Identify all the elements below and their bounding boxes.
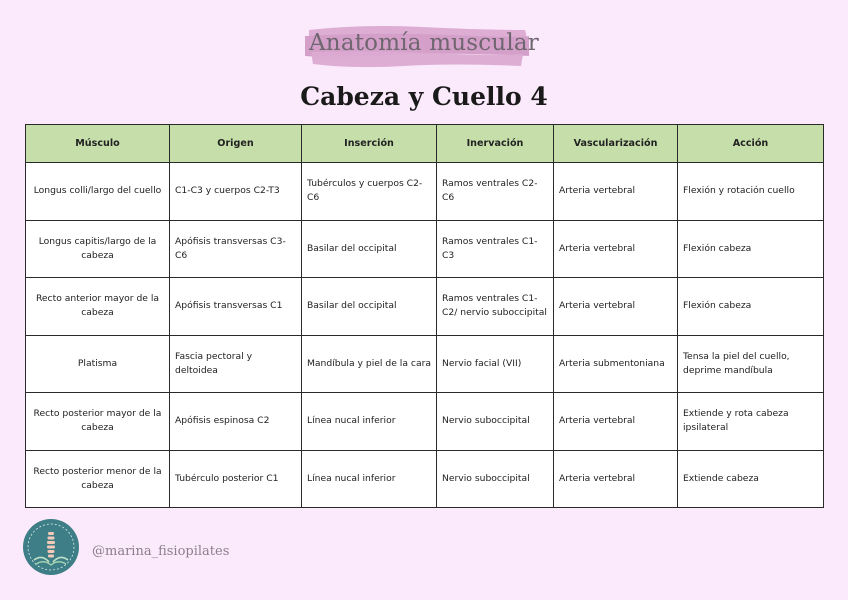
table-row <box>26 450 824 508</box>
table-row <box>26 335 824 393</box>
cell-accion: Flexión cabeza <box>678 278 824 336</box>
cell-insercion: Línea nucal inferior <box>302 393 437 451</box>
cell-musculo: Recto posterior menor de la cabeza <box>26 450 170 508</box>
cell-origen: Apófisis transversas C1 <box>170 278 302 336</box>
cell-musculo: Recto posterior mayor de la cabeza <box>26 393 170 451</box>
table-row <box>26 220 824 278</box>
cell-accion: Extiende cabeza <box>678 450 824 508</box>
cell-musculo: Longus colli/largo del cuello <box>26 163 170 221</box>
cell-vascularizacion: Arteria vertebral <box>554 393 678 451</box>
table-row <box>26 393 824 451</box>
cell-inervacion: Nervio suboccipital <box>437 393 554 451</box>
page-subtitle: Anatomía muscular <box>309 30 539 56</box>
table-row <box>26 278 824 336</box>
column-header-origen: Origen <box>170 125 302 163</box>
subtitle-area <box>0 22 848 78</box>
muscle-table <box>25 124 824 508</box>
cell-accion: Flexión y rotación cuello <box>678 163 824 221</box>
cell-vascularizacion: Arteria submentoniana <box>554 335 678 393</box>
cell-origen: C1-C3 y cuerpos C2-T3 <box>170 163 302 221</box>
cell-accion: Tensa la piel del cuello, deprime mandíbula <box>678 335 824 393</box>
cell-musculo: Longus capitis/largo de la cabeza <box>26 220 170 278</box>
cell-vascularizacion: Arteria vertebral <box>554 450 678 508</box>
spine-logo-icon <box>22 518 80 576</box>
cell-vascularizacion: Arteria vertebral <box>554 163 678 221</box>
table-header-row <box>26 125 824 163</box>
cell-inervacion: Ramos ventrales C1-C3 <box>437 220 554 278</box>
cell-inervacion: Nervio suboccipital <box>437 450 554 508</box>
column-header-accion: Acción <box>678 125 824 163</box>
cell-musculo: Platisma <box>26 335 170 393</box>
cell-vascularizacion: Arteria vertebral <box>554 220 678 278</box>
cell-origen: Fascia pectoral y deltoidea <box>170 335 302 393</box>
cell-inervacion: Ramos ventrales C2-C6 <box>437 163 554 221</box>
cell-origen: Apófisis transversas C3-C6 <box>170 220 302 278</box>
cell-accion: Extiende y rota cabeza ipsilateral <box>678 393 824 451</box>
page-title: Cabeza y Cuello 4 <box>300 82 548 111</box>
cell-origen: Tubérculo posterior C1 <box>170 450 302 508</box>
cell-insercion: Tubérculos y cuerpos C2-C6 <box>302 163 437 221</box>
cell-insercion: Basilar del occipital <box>302 278 437 336</box>
social-handle: @marina_fisiopilates <box>92 544 230 559</box>
cell-inervacion: Ramos ventrales C1-C2/ nervio suboccipital <box>437 278 554 336</box>
column-header-musculo: Músculo <box>26 125 170 163</box>
cell-insercion: Línea nucal inferior <box>302 450 437 508</box>
cell-accion: Flexión cabeza <box>678 220 824 278</box>
column-header-inervacion: Inervación <box>437 125 554 163</box>
cell-origen: Apófisis espinosa C2 <box>170 393 302 451</box>
cell-insercion: Mandíbula y piel de la cara <box>302 335 437 393</box>
cell-inervacion: Nervio facial (VII) <box>437 335 554 393</box>
column-header-insercion: Inserción <box>302 125 437 163</box>
cell-musculo: Recto anterior mayor de la cabeza <box>26 278 170 336</box>
column-header-vascularizacion: Vascularización <box>554 125 678 163</box>
cell-insercion: Basilar del occipital <box>302 220 437 278</box>
table-row <box>26 163 824 221</box>
cell-vascularizacion: Arteria vertebral <box>554 278 678 336</box>
